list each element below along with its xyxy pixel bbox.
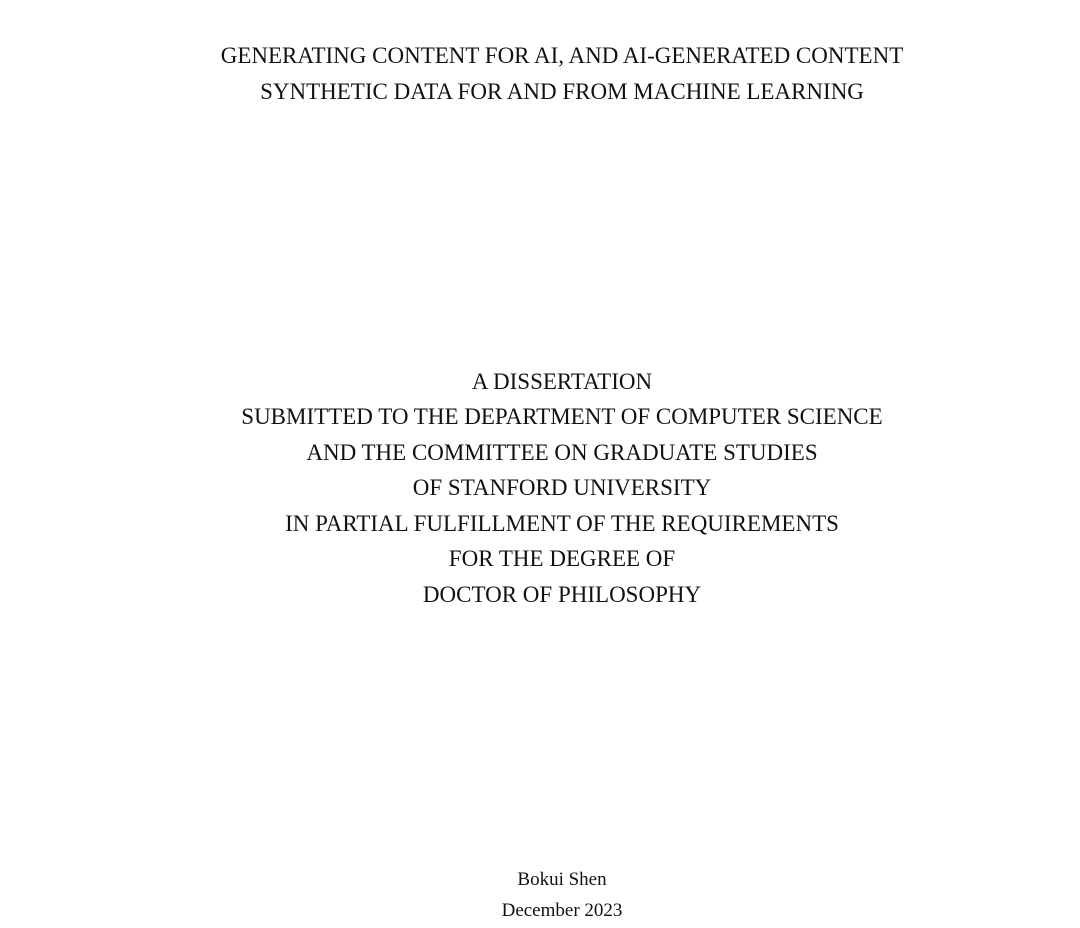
submission-line-2: SUBMITTED TO THE DEPARTMENT OF COMPUTER SCIENCE <box>241 404 883 429</box>
submission-line-1: A DISSERTATION <box>471 369 653 394</box>
title-line-1: GENERATING CONTENT FOR AI, AND AI-GENERATED CONTENT <box>220 43 904 68</box>
title-line-2: SYNTHETIC DATA FOR AND FROM MACHINE LEARNING <box>260 79 864 104</box>
submission-line-7: DOCTOR OF PHILOSOPHY <box>422 582 702 607</box>
submission-line-3: AND THE COMMITTEE ON GRADUATE STUDIES <box>306 440 818 465</box>
submission-line-6: FOR THE DEGREE OF <box>448 546 676 571</box>
submission-line-5: IN PARTIAL FULFILLMENT OF THE REQUIREMENTS <box>285 511 839 536</box>
submission-date: December 2023 <box>501 900 623 921</box>
author-name: Bokui Shen <box>517 869 607 890</box>
submission-line-4: OF STANFORD UNIVERSITY <box>412 475 712 500</box>
